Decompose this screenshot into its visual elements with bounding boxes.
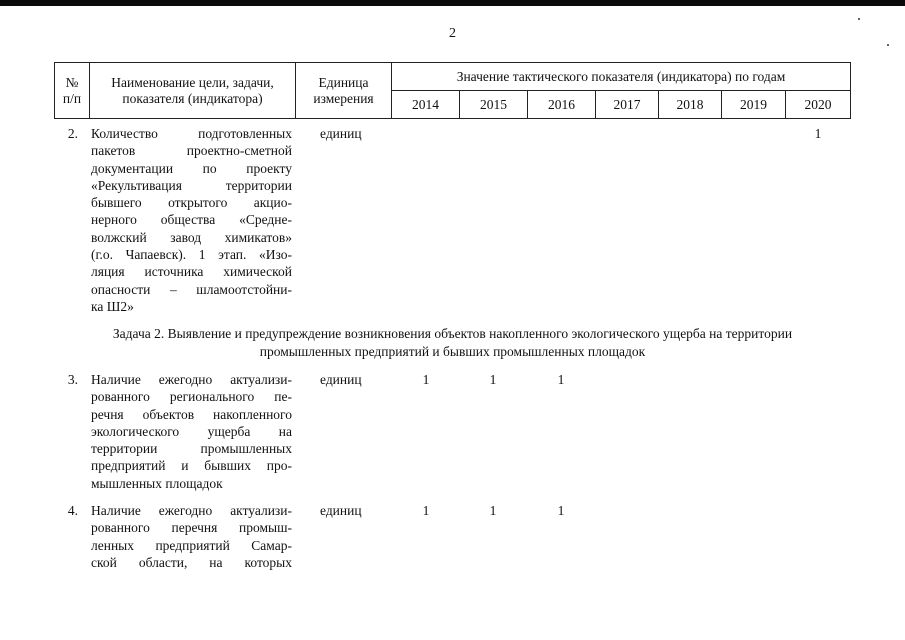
name-line: Наличие ежегодно актуализи- xyxy=(91,372,292,387)
name-line: ка Ш2» xyxy=(91,298,134,314)
col-unit-header xyxy=(296,63,392,119)
col-num-header-line: № xyxy=(65,74,79,90)
row-value-2014: 1 xyxy=(422,372,430,387)
row-indicator-name xyxy=(91,371,292,492)
table-row xyxy=(0,502,905,577)
name-line: нерного общества «Средне- xyxy=(91,212,292,228)
name-line: предприятий и бывших про- xyxy=(91,458,292,474)
task-heading xyxy=(20,325,885,360)
name-line: мышленных площадок xyxy=(91,475,223,491)
col-unit-header-line: Единица xyxy=(318,74,369,90)
name-line: Наличие ежегодно актуализи- xyxy=(91,503,292,518)
row-value-2015: 1 xyxy=(489,503,497,518)
row-indicator-name xyxy=(91,502,292,571)
table-row xyxy=(0,125,905,315)
year-header: 2019 xyxy=(722,91,786,119)
page-number: 2 xyxy=(449,26,456,41)
row-number: 4. xyxy=(67,503,78,518)
row-unit: единиц xyxy=(320,126,362,141)
name-line: рованного перечня промыш- xyxy=(91,520,292,536)
year-header: 2016 xyxy=(528,91,596,119)
name-line: волжский завод химикатов» xyxy=(91,229,292,245)
task-heading-line: Задача 2. Выявление и предупреждение возникновения объектов накопленного экологического ущерба на территории xyxy=(112,326,793,341)
scan-speck xyxy=(887,44,889,46)
col-unit-header-line: измерения xyxy=(313,90,374,106)
name-line: опасности – шламоотстойни- xyxy=(91,281,292,297)
year-header: 2015 xyxy=(460,91,528,119)
name-line: «Рекультивация территории xyxy=(91,177,292,193)
name-line: (г.о. Чапаевск). 1 этап. «Изо- xyxy=(91,247,292,263)
row-value-2016: 1 xyxy=(557,503,565,518)
row-unit: единиц xyxy=(320,503,362,518)
row-number: 2. xyxy=(67,126,78,141)
row-value-2014: 1 xyxy=(422,503,430,518)
task-heading-line: промышленных предприятий и бывших промышленных площадок xyxy=(259,343,646,359)
col-num-header-line: п/п xyxy=(62,90,82,106)
row-value-2016: 1 xyxy=(557,372,565,387)
scan-top-border xyxy=(0,0,905,6)
name-line: пакетов проектно-сметной xyxy=(91,143,292,159)
name-line: экологического ущерба на xyxy=(91,423,292,439)
name-line: ской области, на которых xyxy=(91,554,292,570)
year-header: 2017 xyxy=(596,91,659,119)
name-line: ленных предприятий Самар- xyxy=(91,537,292,553)
year-header: 2014 xyxy=(392,91,460,119)
row-unit: единиц xyxy=(320,372,362,387)
name-line: рованного регионального пе- xyxy=(91,389,292,405)
row-value-2020: 1 xyxy=(814,126,822,141)
col-values-header: Значение тактического показателя (индикатора) по годам xyxy=(392,63,851,91)
year-header: 2018 xyxy=(659,91,722,119)
col-name-header xyxy=(90,63,296,119)
indicator-table-header xyxy=(54,62,851,119)
name-line: документации по проекту xyxy=(91,160,292,176)
row-value-2015: 1 xyxy=(489,372,497,387)
year-header: 2020 xyxy=(786,91,851,119)
row-indicator-name xyxy=(91,125,292,315)
name-line: ляция источника химической xyxy=(91,264,292,280)
scan-speck xyxy=(858,18,860,20)
col-name-header-line: показателя (индикатора) xyxy=(122,90,263,106)
col-num-header xyxy=(55,63,90,119)
name-line: территории промышленных xyxy=(91,441,292,457)
table-row xyxy=(0,371,905,496)
name-line: речня объектов накопленного xyxy=(91,406,292,422)
row-number: 3. xyxy=(67,372,78,387)
name-line: Количество подготовленных xyxy=(91,126,292,141)
col-name-header-line: Наименование цели, задачи, xyxy=(111,74,274,90)
name-line: бывшего открытого акцио- xyxy=(91,195,292,211)
